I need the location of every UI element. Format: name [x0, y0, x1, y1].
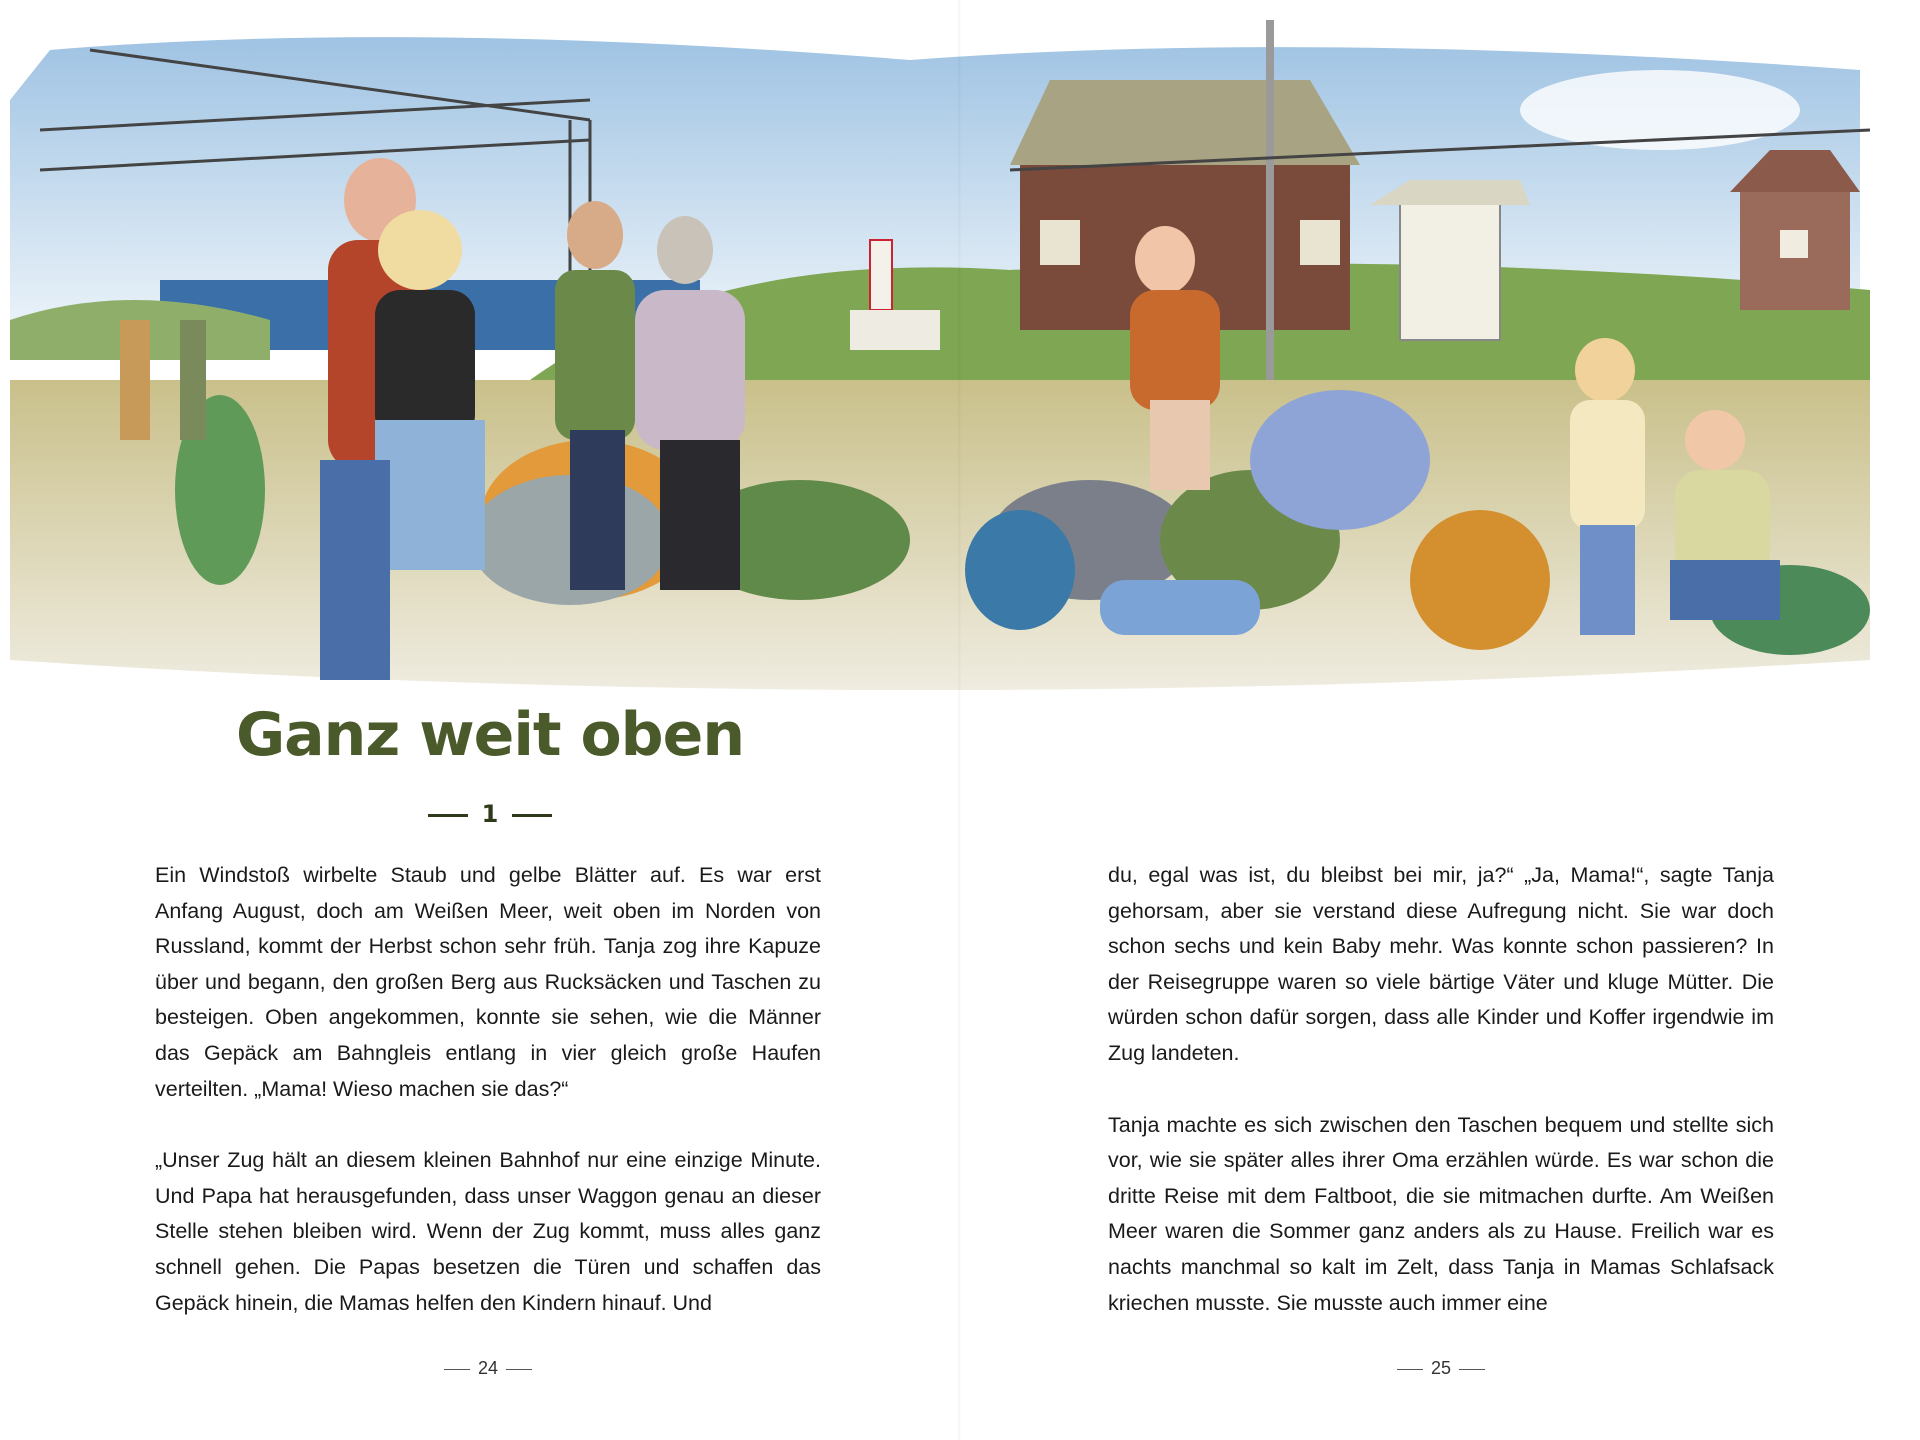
cloud [1520, 70, 1800, 150]
bag [965, 510, 1075, 630]
folio-rule [444, 1369, 470, 1370]
chapter-number-value: 1 [481, 800, 499, 828]
paragraph: „Unser Zug hält an diesem kleinen Bahnhof nur eine einzige Minute. Und Papa hat herausgefunden, dass unser Waggon genau an dieser Stelle stehen bleiben wird. Wenn der Zug kommt, muss alles ganz schnell gehen. Die Papas besetzen die Türen und schaffen das Gepäck hinein, die Mamas helfen den Kindern hinauf. Und [155, 1148, 821, 1315]
paragraph: Ein Windstoß wirbelte Staub und gelbe Blätter auf. Es war erst Anfang August, doch am Weißen Meer, weit oben im Norden von Russland, kommt der Herbst schon sehr früh. Tanja zog ihre Kapuze über und begann, den großen Berg aus Rucksäcken und Taschen zu besteigen. Oben angekommen, konnte sie sehen, wie die Männer das Gepäck am Bahngleis entlang in vier gleich große Haufen verteilten. „Mama! Wieso machen sie das?“ [155, 863, 821, 1101]
bag [1410, 510, 1550, 650]
folio-rule [506, 1369, 532, 1370]
book-gutter [958, 0, 962, 1440]
left-page-text [155, 858, 821, 1357]
station-illustration [10, 20, 1870, 710]
paragraph: Tanja machte es sich zwischen den Taschen bequem und stellte sich vor, wie sie später alles ihrer Oma erzählen würde. Es war schon die dritte Reise mit dem Faltboot, die sie mitmachen durfte. Am Weißen Meer waren die Sommer ganz anders als zu Hause. Freilich war es nachts manchmal so kalt im Zelt, dass Tanja in Mamas Schlafsack kriechen musste. Sie musste auch immer eine [1108, 1112, 1774, 1315]
bag [1250, 390, 1430, 530]
chapter-title: Ganz weit oben [235, 700, 745, 770]
folio-rule [1459, 1369, 1485, 1370]
page-number-value: 24 [477, 1358, 499, 1378]
right-page-text [1108, 858, 1774, 1357]
dash-decoration [428, 814, 468, 817]
small-house [1730, 150, 1860, 310]
page-number-right [1341, 1358, 1541, 1379]
page-number-left [388, 1358, 588, 1379]
dash-decoration [512, 814, 552, 817]
folio-rule [1397, 1369, 1423, 1370]
paragraph: du, egal was ist, du bleibst bei mir, ja?“ „Ja, Mama!“, sagte Tanja gehorsam, aber sie verstand diese Aufregung nicht. Sie war doch schon sechs und kein Baby mehr. Was konnte schon passieren? In der Reisegruppe waren so viele bärtige Väter und kluge Mütter. Die würden schon dafür sorgen, dass alle Kinder und Koffer irgendwie im Zug landeten. [1108, 863, 1774, 1065]
page-number-value: 25 [1430, 1358, 1452, 1378]
sleeping-mat [1100, 580, 1260, 635]
chapter-number [150, 800, 830, 828]
